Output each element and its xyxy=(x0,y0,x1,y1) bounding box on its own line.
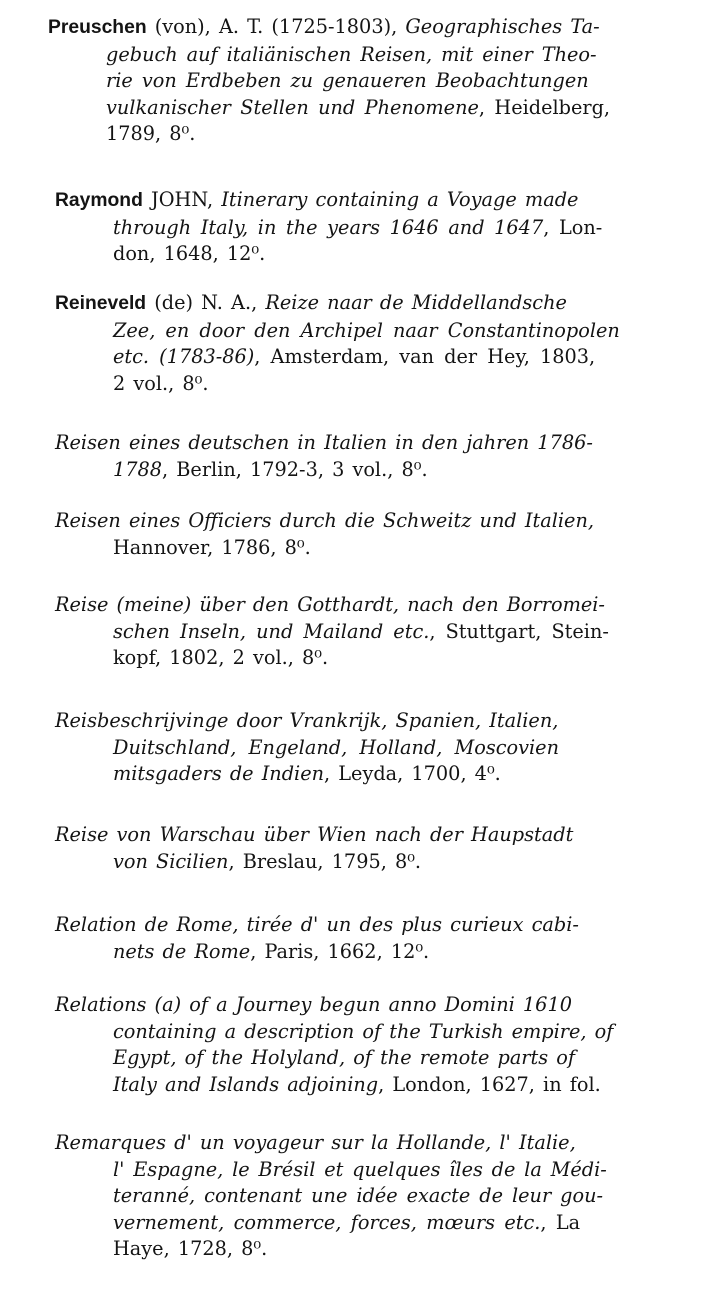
entry-line xyxy=(55,290,713,318)
entry-title: Reisbeschrijvinge door Vrankrijk, Spanien, Italien, xyxy=(55,709,559,732)
entry-line xyxy=(106,68,713,95)
entry-text: , London, 1627, in fol. xyxy=(378,1072,601,1096)
entry-line xyxy=(48,14,713,42)
bibliography-entry xyxy=(0,592,713,672)
entry-title: containing a description of the Turkish empire, of xyxy=(113,1019,614,1043)
entry-line xyxy=(55,912,713,939)
entry-text: , Leyda, 1700, 4⁰. xyxy=(324,762,501,785)
entry-text: , Amsterdam, van der Hey, 1803, xyxy=(254,345,596,368)
entry-line xyxy=(55,508,713,535)
bibliography-entry xyxy=(0,508,713,561)
entry-line xyxy=(113,1236,713,1263)
entry-author: Raymond xyxy=(55,190,143,211)
entry-text: JOHN, xyxy=(142,188,222,211)
entry-line xyxy=(113,344,713,371)
entry-title: Geographisches Ta- xyxy=(405,15,600,38)
entry-text: Haye, 1728, 8⁰. xyxy=(113,1237,268,1260)
entry-line xyxy=(113,1183,713,1210)
entry-line xyxy=(113,371,713,398)
entry-title: teranné, contenant une idée exacte de leur gou- xyxy=(113,1184,603,1207)
entry-line xyxy=(113,1157,713,1184)
entry-title: rie von Erdbeben zu genaueren Beobachtungen xyxy=(106,69,589,92)
entry-line xyxy=(113,1072,713,1099)
entry-line xyxy=(113,215,713,242)
entry-line xyxy=(55,187,713,215)
entry-line xyxy=(55,430,713,457)
entry-text: , Breslau, 1795, 8⁰. xyxy=(228,849,422,873)
entry-line xyxy=(55,1130,713,1157)
entry-line xyxy=(113,1045,713,1072)
entry-title: mitsgaders de Indien xyxy=(113,762,325,785)
entry-line xyxy=(113,241,713,268)
entry-text: Hannover, 1786, 8⁰. xyxy=(113,535,311,559)
entry-title: 1788 xyxy=(113,457,163,481)
entry-text: , Heidelberg, xyxy=(478,95,611,119)
entry-line xyxy=(55,822,713,849)
entry-line xyxy=(55,592,713,619)
entry-line xyxy=(113,849,713,876)
entry-line xyxy=(113,457,713,484)
bibliography-entry xyxy=(0,912,713,965)
entry-text: (von), A. T. (1725-1803), xyxy=(146,15,406,38)
bibliography-entry xyxy=(0,822,713,875)
entry-title: Reize naar de Middellandsche xyxy=(265,291,567,314)
entry-author: Preuschen xyxy=(48,17,147,38)
entry-title: Reise von Warschau über Wien nach der Haupstadt xyxy=(55,823,574,846)
bibliography-entry xyxy=(0,187,713,268)
entry-title: vulkanischer Stellen und Phenomene xyxy=(106,95,479,119)
entry-line xyxy=(113,939,713,966)
entry-line xyxy=(113,535,713,562)
entry-text: , Stuttgart, Stein- xyxy=(429,619,609,643)
entry-text: , Berlin, 1792-3, 3 vol., 8⁰. xyxy=(162,457,428,481)
entry-title: von Sicilien xyxy=(113,849,229,873)
entry-text: don, 1648, 12⁰. xyxy=(113,242,266,265)
entry-title: through Italy, in the years 1646 and 1647 xyxy=(113,215,544,239)
bibliography-entry xyxy=(0,430,713,483)
entry-line xyxy=(113,1019,713,1046)
entry-text: (de) N. A., xyxy=(146,291,266,314)
entry-title: Reisen eines deutschen in Italien in den jahren 1786- xyxy=(55,431,593,454)
entry-text: , Paris, 1662, 12⁰. xyxy=(250,939,430,963)
entry-title: schen Inseln, und Mailand etc. xyxy=(113,619,430,643)
entry-title: Duitschland, Engeland, Holland, Moscovien xyxy=(113,735,559,759)
entry-text: kopf, 1802, 2 vol., 8⁰. xyxy=(113,646,329,669)
entry-title: Itinerary containing a Voyage made xyxy=(221,188,579,211)
entry-author: Reineveld xyxy=(55,293,147,314)
entry-title: Relations (a) of a Journey begun anno Domini 1610 xyxy=(55,993,572,1016)
entry-title: Reisen eines Officiers durch die Schweitz und Italien, xyxy=(55,509,594,532)
entry-title: l' Espagne, le Brésil et quelques îles de la Médi- xyxy=(113,1157,607,1181)
entry-line xyxy=(106,121,713,148)
entry-line xyxy=(106,42,713,69)
entry-text: 2 vol., 8⁰. xyxy=(113,371,209,395)
entry-line xyxy=(113,735,713,762)
entry-text: , La xyxy=(540,1210,581,1234)
entry-title: Italy and Islands adjoining xyxy=(113,1072,379,1096)
entry-line xyxy=(113,761,713,788)
entry-title: vernement, commerce, forces, mœurs etc. xyxy=(113,1210,541,1234)
entry-line xyxy=(55,992,713,1019)
entry-title: Egypt, of the Holyland, of the remote parts of xyxy=(113,1046,575,1069)
bibliography-entry xyxy=(0,708,713,788)
bibliography-entry xyxy=(0,992,713,1098)
entry-line xyxy=(113,318,713,345)
entry-line xyxy=(55,708,713,735)
entry-title: gebuch auf italiänischen Reisen, mit einer Theo- xyxy=(106,42,597,66)
entry-line xyxy=(106,95,713,122)
entry-title: etc. (1783-86) xyxy=(113,345,255,368)
entry-line xyxy=(113,619,713,646)
entry-title: Remarques d' un voyageur sur la Hollande, l' Italie, xyxy=(55,1131,576,1154)
entry-title: Reise (meine) über den Gotthardt, nach den Borromei- xyxy=(55,593,605,616)
bibliography-entry xyxy=(0,290,713,397)
entry-title: nets de Rome xyxy=(113,939,251,963)
entry-line xyxy=(113,645,713,672)
entry-text: 1789, 8⁰. xyxy=(106,122,196,145)
bibliography-entry xyxy=(0,1130,713,1263)
entry-title: Relation de Rome, tirée d' un des plus curieux cabi- xyxy=(55,913,579,936)
bibliography-entry xyxy=(0,14,713,148)
entry-text: , Lon- xyxy=(543,215,603,239)
entry-line xyxy=(113,1210,713,1237)
entry-title: Zee, en door den Archipel naar Constantinopolen xyxy=(113,318,620,342)
